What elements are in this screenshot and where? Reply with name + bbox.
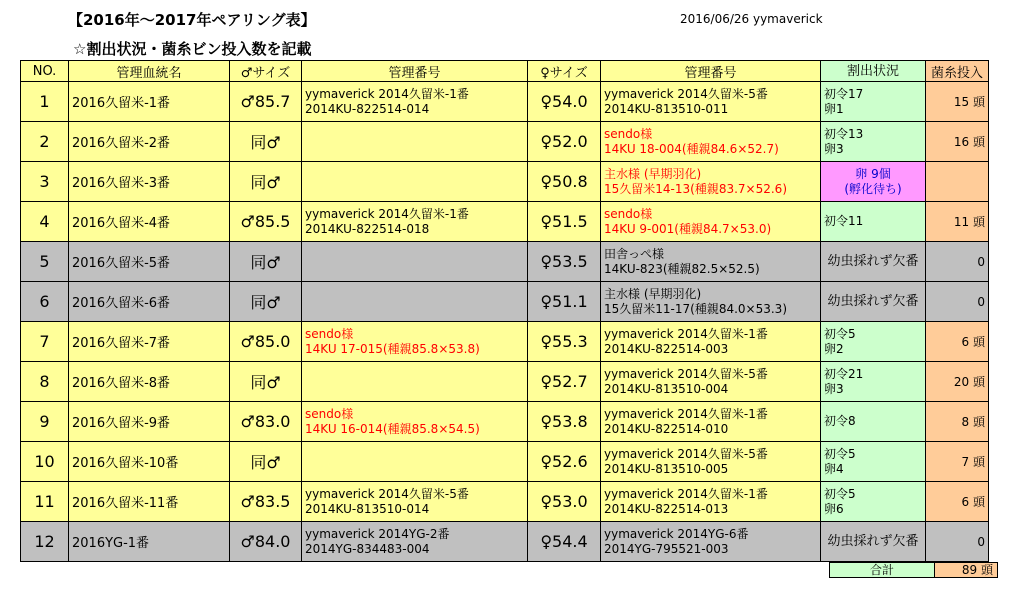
bins-count: 7 頭	[926, 442, 989, 482]
split-status	[821, 442, 926, 482]
bins-count: 0	[926, 522, 989, 562]
cell-line: (孵化待ち)	[844, 181, 902, 196]
pairing-table	[20, 60, 989, 562]
cell-line: 2014YG-795521-003	[604, 541, 729, 556]
cell-line: sendo様	[604, 126, 653, 141]
page-title: 【2016年～2017年ペアリング表】	[68, 11, 316, 29]
cell-line: yymaverick 2014久留米-1番	[604, 406, 768, 421]
bins-count: 6 頭	[926, 322, 989, 362]
table-row	[21, 202, 989, 242]
table-row	[21, 122, 989, 162]
cell-line: 卵4	[824, 461, 844, 476]
split-status	[821, 202, 926, 242]
row-number: 1	[21, 82, 69, 122]
split-status	[821, 482, 926, 522]
lineage-name: 2016久留米-5番	[69, 242, 230, 282]
split-status	[821, 282, 926, 322]
female-id	[601, 442, 821, 482]
female-size: ♀52.6	[528, 442, 601, 482]
female-size: ♀55.3	[528, 322, 601, 362]
cell-line: 2014KU-822514-010	[604, 421, 729, 436]
table-row	[21, 522, 989, 562]
male-id	[302, 322, 528, 362]
lineage-name: 2016久留米-6番	[69, 282, 230, 322]
cell-line: yymaverick 2014久留米-5番	[305, 486, 469, 501]
row-number: 7	[21, 322, 69, 362]
male-id	[302, 82, 528, 122]
female-id	[601, 362, 821, 402]
bins-count: 16 頭	[926, 122, 989, 162]
split-status	[821, 242, 926, 282]
cell-line: 2014KU-813510-011	[604, 101, 729, 116]
cell-line: yymaverick 2014久留米-5番	[604, 446, 768, 461]
cell-line: 幼虫採れず欠番	[827, 534, 919, 549]
row-number: 6	[21, 282, 69, 322]
cell-line: 2014KU-822514-018	[305, 221, 430, 236]
cell-line: 初令5	[824, 486, 856, 501]
cell-line: yymaverick 2014久留米-5番	[604, 366, 768, 381]
row-number: 12	[21, 522, 69, 562]
lineage-name: 2016久留米-7番	[69, 322, 230, 362]
total-value: 89 頭	[934, 562, 998, 578]
row-number: 9	[21, 402, 69, 442]
bins-count: 8 頭	[926, 402, 989, 442]
cell-line: 初令13	[824, 126, 864, 141]
cell-line: 卵6	[824, 501, 844, 516]
lineage-name: 2016久留米-10番	[69, 442, 230, 482]
cell-line: 幼虫採れず欠番	[827, 254, 919, 269]
male-size: ♂83.5	[230, 482, 302, 522]
female-size: ♀54.4	[528, 522, 601, 562]
cell-line: 2014KU-813510-004	[604, 381, 729, 396]
table-row	[21, 322, 989, 362]
cell-line: yymaverick 2014久留米-1番	[604, 326, 768, 341]
cell-line: 初令5	[824, 326, 856, 341]
total-label: 合計	[829, 562, 935, 578]
col-header-no: NO.	[21, 61, 69, 82]
table-row	[21, 162, 989, 202]
bins-count: 0	[926, 282, 989, 322]
col-header-name: 管理血統名	[69, 61, 230, 82]
cell-line: 14KU 9-001(種親84.7×53.0)	[604, 221, 772, 236]
cell-line: 14KU 17-015(種親85.8×53.8)	[305, 341, 480, 356]
cell-line: 主水様 (早期羽化)	[604, 166, 702, 181]
split-status	[821, 122, 926, 162]
row-number: 10	[21, 442, 69, 482]
table-row	[21, 82, 989, 122]
table-row	[21, 362, 989, 402]
cell-line: 卵3	[824, 381, 844, 396]
page-subtitle: ☆割出状況・菌糸ビン投入数を記載	[73, 40, 312, 58]
split-status	[821, 162, 926, 202]
lineage-name: 2016久留米-4番	[69, 202, 230, 242]
cell-line: 2014KU-813510-005	[604, 461, 729, 476]
cell-line: 2014YG-834483-004	[305, 541, 430, 556]
cell-line: yymaverick 2014久留米-1番	[305, 206, 469, 221]
male-size: 同♂	[230, 442, 302, 482]
lineage-name: 2016久留米-8番	[69, 362, 230, 402]
female-size: ♀50.8	[528, 162, 601, 202]
male-size: 同♂	[230, 362, 302, 402]
cell-line: 14KU 16-014(種親85.8×54.5)	[305, 421, 480, 436]
table-row	[21, 402, 989, 442]
male-size: 同♂	[230, 242, 302, 282]
lineage-name: 2016久留米-1番	[69, 82, 230, 122]
female-size: ♀51.5	[528, 202, 601, 242]
cell-line: sendo様	[305, 406, 354, 421]
table-row	[21, 442, 989, 482]
cell-line: 初令21	[824, 366, 864, 381]
male-id	[302, 362, 528, 402]
lineage-name: 2016YG-1番	[69, 522, 230, 562]
cell-line: 2014KU-822514-013	[604, 501, 729, 516]
lineage-name: 2016久留米-2番	[69, 122, 230, 162]
col-header-female-id: 管理番号	[601, 61, 821, 82]
female-id	[601, 322, 821, 362]
row-number: 8	[21, 362, 69, 402]
col-header-male-size: ♂サイズ	[230, 61, 302, 82]
male-id	[302, 282, 528, 322]
cell-line: 2014KU-822514-003	[604, 341, 729, 356]
male-id	[302, 202, 528, 242]
male-id	[302, 122, 528, 162]
row-number: 11	[21, 482, 69, 522]
lineage-name: 2016久留米-3番	[69, 162, 230, 202]
split-status	[821, 362, 926, 402]
split-status	[821, 402, 926, 442]
cell-line: 幼虫採れず欠番	[827, 294, 919, 309]
bins-count: 0	[926, 242, 989, 282]
male-size: 同♂	[230, 162, 302, 202]
lineage-name: 2016久留米-11番	[69, 482, 230, 522]
split-status	[821, 82, 926, 122]
male-size: ♂85.0	[230, 322, 302, 362]
table-row	[21, 282, 989, 322]
cell-line: yymaverick 2014久留米-1番	[604, 486, 768, 501]
female-id	[601, 522, 821, 562]
split-status	[821, 522, 926, 562]
male-size: 同♂	[230, 282, 302, 322]
male-id	[302, 522, 528, 562]
cell-line: sendo様	[305, 326, 354, 341]
female-id	[601, 82, 821, 122]
cell-line: 初令5	[824, 446, 856, 461]
lineage-name: 2016久留米-9番	[69, 402, 230, 442]
cell-line: 田舎っぺ様	[604, 246, 665, 261]
female-id	[601, 282, 821, 322]
female-size: ♀51.1	[528, 282, 601, 322]
bins-count: 6 頭	[926, 482, 989, 522]
row-number: 3	[21, 162, 69, 202]
cell-line: 15久留米11-17(種親84.0×53.3)	[604, 301, 787, 316]
cell-line: 初令11	[824, 214, 864, 228]
female-id	[601, 482, 821, 522]
cell-line: 2014KU-822514-014	[305, 101, 430, 116]
cell-line: 2014KU-813510-014	[305, 501, 430, 516]
male-id	[302, 402, 528, 442]
male-id	[302, 242, 528, 282]
cell-line: 卵3	[824, 141, 844, 156]
female-id	[601, 162, 821, 202]
cell-line: 初令8	[824, 414, 856, 428]
male-size: ♂85.7	[230, 82, 302, 122]
cell-line: 卵1	[824, 101, 844, 116]
table-row	[21, 482, 989, 522]
male-size: ♂84.0	[230, 522, 302, 562]
col-header-status: 割出状況	[821, 61, 926, 82]
female-size: ♀52.0	[528, 122, 601, 162]
cell-line: sendo様	[604, 206, 653, 221]
split-status	[821, 322, 926, 362]
female-size: ♀54.0	[528, 82, 601, 122]
bins-count	[926, 162, 989, 202]
cell-line: 卵 9個	[855, 166, 891, 181]
row-number: 4	[21, 202, 69, 242]
male-size: 同♂	[230, 122, 302, 162]
col-header-male-id: 管理番号	[302, 61, 528, 82]
male-id	[302, 442, 528, 482]
cell-line: 卵2	[824, 341, 844, 356]
cell-line: yymaverick 2014久留米-1番	[305, 86, 469, 101]
female-size: ♀52.7	[528, 362, 601, 402]
male-id	[302, 162, 528, 202]
bins-count: 11 頭	[926, 202, 989, 242]
col-header-female-size: ♀サイズ	[528, 61, 601, 82]
female-id	[601, 242, 821, 282]
cell-line: yymaverick 2014YG-6番	[604, 526, 749, 541]
female-size: ♀53.8	[528, 402, 601, 442]
female-size: ♀53.0	[528, 482, 601, 522]
row-number: 5	[21, 242, 69, 282]
cell-line: 15久留米14-13(種親83.7×52.6)	[604, 181, 787, 196]
cell-line: yymaverick 2014久留米-5番	[604, 86, 768, 101]
cell-line: 14KU-823(種親82.5×52.5)	[604, 261, 760, 276]
header-row	[21, 61, 989, 82]
female-size: ♀53.5	[528, 242, 601, 282]
row-number: 2	[21, 122, 69, 162]
cell-line: 主水様 (早期羽化)	[604, 286, 702, 301]
female-id	[601, 202, 821, 242]
male-size: ♂85.5	[230, 202, 302, 242]
female-id	[601, 122, 821, 162]
table-body	[21, 82, 989, 562]
female-id	[601, 402, 821, 442]
cell-line: 初令17	[824, 86, 864, 101]
bins-count: 15 頭	[926, 82, 989, 122]
cell-line: 14KU 18-004(種親84.6×52.7)	[604, 141, 779, 156]
male-size: ♂83.0	[230, 402, 302, 442]
col-header-bins: 菌糸投入	[926, 61, 989, 82]
bins-count: 20 頭	[926, 362, 989, 402]
cell-line: yymaverick 2014YG-2番	[305, 526, 450, 541]
table-row	[21, 242, 989, 282]
male-id	[302, 482, 528, 522]
date-author: 2016/06/26 yymaverick	[680, 12, 823, 26]
